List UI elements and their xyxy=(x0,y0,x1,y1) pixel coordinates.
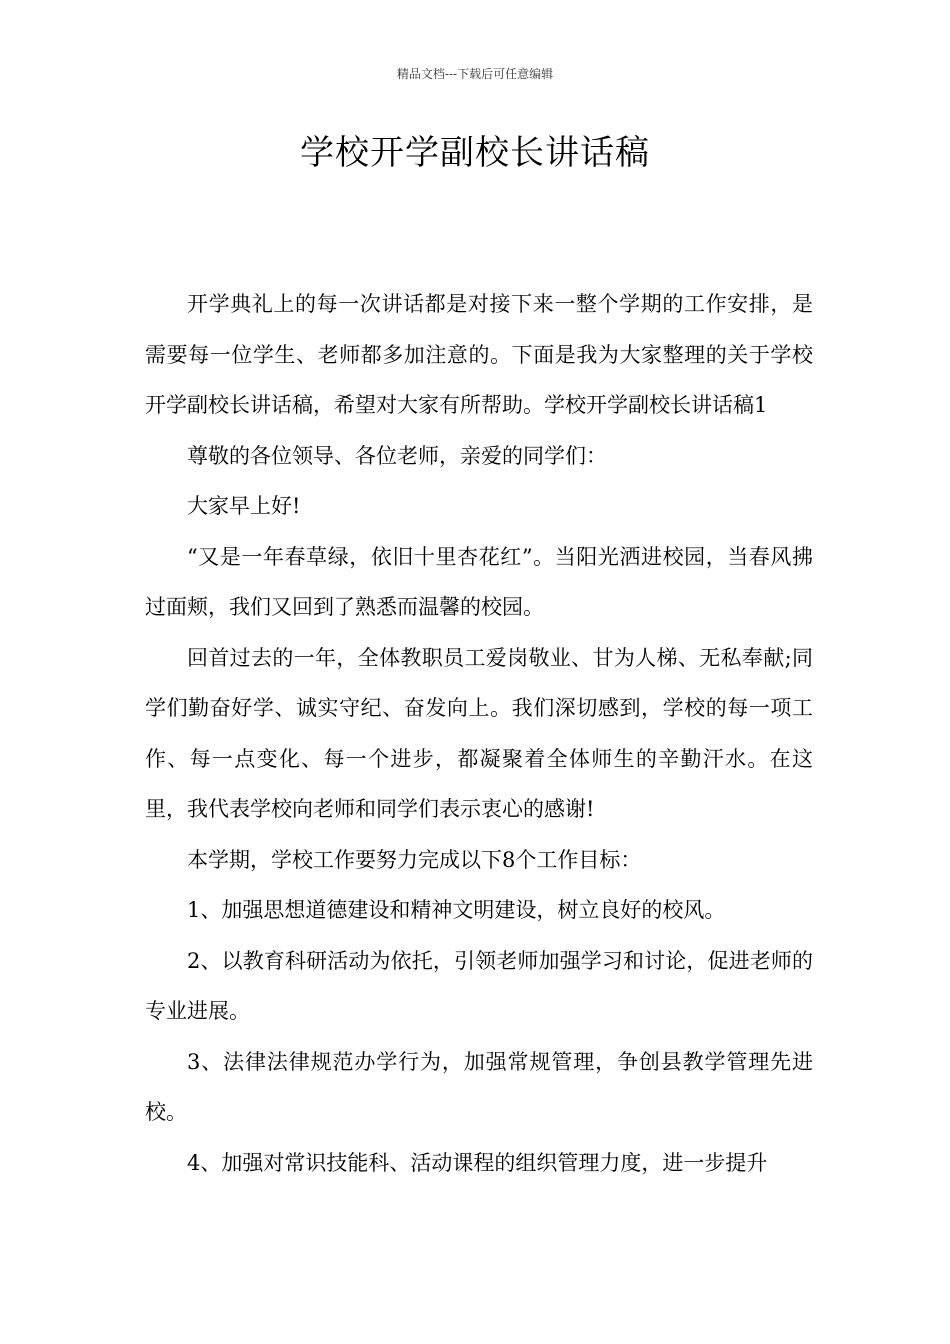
list-item-goal-4: 4、加强对常识技能科、活动课程的组织管理力度，进一步提升 xyxy=(187,1150,768,1175)
paragraph-goals-intro: 本学期，学校工作要努力完成以下8个工作目标： xyxy=(187,847,642,872)
paragraph-greeting: 大家早上好! xyxy=(187,494,301,518)
document-title: 学校开学副校长讲话稿 xyxy=(300,133,650,173)
list-item-goal-1: 1、加强思想道德建设和精神文明建设，树立良好的校风。 xyxy=(187,898,726,922)
paragraph-intro: 开学典礼上的每一次讲话都是对接下来一整个学期的工作安排，是需要每一位学生、老师都多加注意的。下面是我为大家整理的关于学校开学副校长讲话稿，希望对大家有所帮助。学校开学副校长讲话稿1 xyxy=(145,292,813,417)
list-item-goal-3: 3、法律法律规范办学行为，加强常规管理，争创县教学管理先进校。 xyxy=(145,1049,813,1124)
header-watermark: 精品文档---下载后可任意编辑 xyxy=(396,67,554,81)
paragraph-review: 回首过去的一年，全体教职员工爱岗敬业、甘为人梯、无私奉献;同学们勤奋好学、诚实守纪、奋发向上。我们深切感到，学校的每一项工作、每一点变化、每一个进步，都凝聚着全体师生的辛勤汗水。在这里，我代表学校向老师和同学们表示衷心的感谢! xyxy=(145,645,813,821)
paragraph-salutation: 尊敬的各位领导、各位老师，亲爱的同学们： xyxy=(187,443,607,468)
document-body xyxy=(145,279,813,1188)
list-item-goal-2: 2、以教育科研活动为依托，引领老师加强学习和讨论，促进老师的专业进展。 xyxy=(145,948,813,1023)
paragraph-spring: “又是一年春草绿，依旧十里杏花红”。当阳光洒进校园，当春风拂过面颊，我们又回到了熟悉而温馨的校园。 xyxy=(145,544,813,619)
